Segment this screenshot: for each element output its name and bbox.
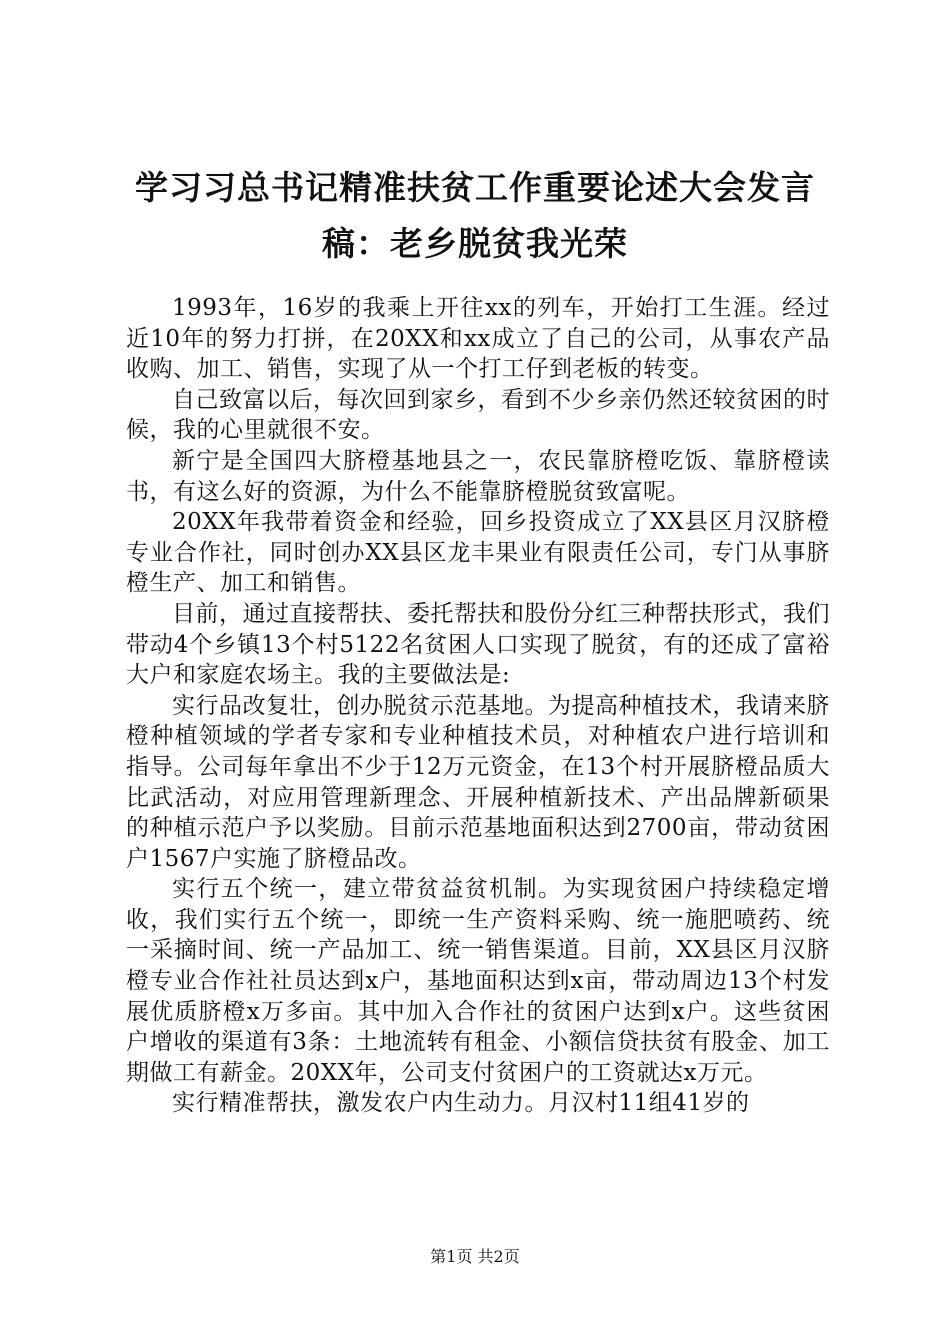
paragraph: 实行品改复壮，创办脱贫示范基地。为提高种植技术，我请来脐橙种植领域的学者专家和专业种植技术员，对种植农户进行培训和指导。公司每年拿出不少于12万元资金，在13个村开展脐橙品质大比武活动，对应用管理新理念、开展种植新技术、产出品牌新硕果的种植示范户予以奖励。目前示范基地面积达到2700亩，带动贫困户1567户实施了脐橙品改。 [126, 692, 830, 872]
document-body [126, 293, 830, 1119]
document-title: 学习习总书记精准扶贫工作重要论述大会发言稿：老乡脱贫我光荣 [135, 168, 815, 263]
page-footer: 第1页 共2页 [430, 1247, 520, 1266]
paragraph: 新宁是全国四大脐橙基地县之一，农民靠脐橙吃饭、靠脐橙读书，有这么好的资源，为什么不能靠脐橙脱贫致富呢。 [126, 447, 830, 505]
paragraph: 实行精准帮扶，激发农户内生动力。月汉村11组41岁的 [172, 1090, 750, 1117]
paragraph: 实行五个统一，建立带贫益贫机制。为实现贫困户持续稳定增收，我们实行五个统一，即统一生产资料采购、统一施肥喷药、统一采摘时间、统一产品加工、统一销售渠道。目前，XX县区月汉脐橙专业合作社社员达到x户，基地面积达到x亩，带动周边13个村发展优质脐橙x万多亩。其中加入合作社的贫困户达到x户。这些贫困户增收的渠道有3条：土地流转有租金、小额信贷扶贫有股金、加工期做工有薪金。20XX年，公司支付贫困户的工资就达x万元。 [126, 876, 830, 1086]
paragraph: 1993年，16岁的我乘上开往xx的列车，开始打工生涯。经过近10年的努力打拼，在20XX和xx成立了自己的公司，从事农产品收购、加工、销售，实现了从一个打工仔到老板的转变。 [126, 295, 830, 383]
paragraph: 自己致富以后，每次回到家乡，看到不少乡亲仍然还较贫困的时候，我的心里就很不安。 [126, 386, 830, 444]
paragraph: 目前，通过直接帮扶、委托帮扶和股份分红三种帮扶形式，我们带动4个乡镇13个村5122名贫困人口实现了脱贫，有的还成了富裕大户和家庭农场主。我的主要做法是: [126, 600, 830, 689]
paragraph: 20XX年我带着资金和经验，回乡投资成立了XX县区月汉脐橙专业合作社，同时创办XX县区龙丰果业有限责任公司，专门从事脐橙生产、加工和销售。 [126, 509, 830, 597]
